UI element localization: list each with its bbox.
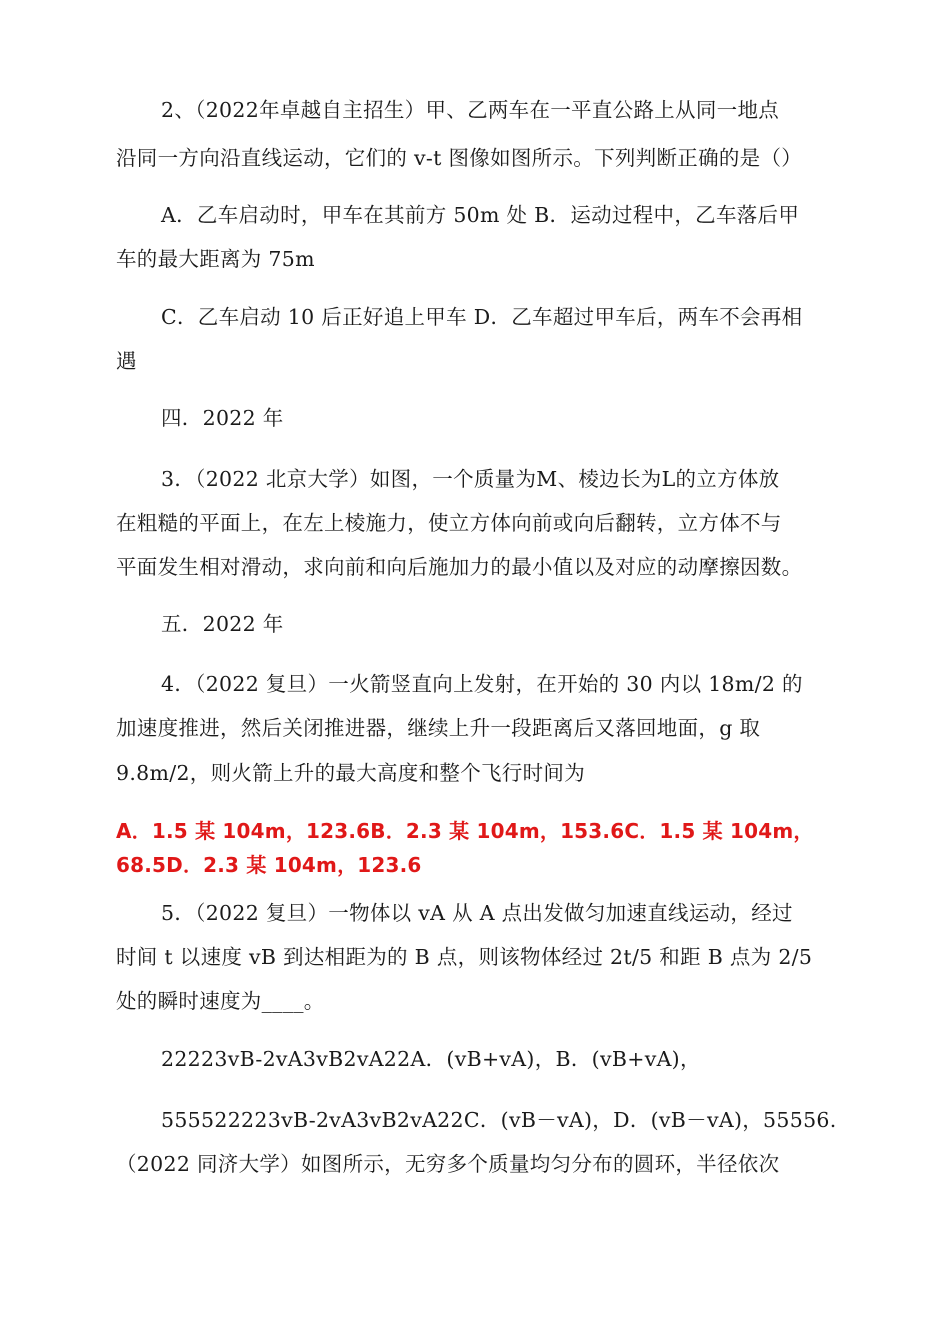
q2-line-1: 2、（2022年卓越自主招生）甲、乙两车在一平直公路上从同一地点 [161, 98, 780, 122]
q2-options-cd-line-2: 遇 [116, 349, 137, 373]
q5-line-3: 处的瞬时速度为____。 [116, 989, 325, 1013]
q2-options-ab-line-1: A．乙车启动时，甲车在其前方 50m 处 B．运动过程中，乙车落后甲 [161, 203, 800, 227]
q3-line-2: 在粗糙的平面上，在左上棱施力，使立方体向前或向后翻转，立方体不与 [116, 511, 782, 535]
q2-options-cd-line-1: C．乙车启动 10 后正好追上甲车 D．乙车超过甲车后，两车不会再相 [161, 305, 803, 329]
q2-line-2: 沿同一方向沿直线运动，它们的 v-t 图像如图所示。下列判断正确的是（） [116, 146, 803, 170]
q4-answer-line-2: 68.5D．2.3 某 104m，123.6 [116, 853, 422, 877]
q5-line-2: 时间 t 以速度 vB 到达相距为的 B 点，则该物体经过 2t/5 和距 B 点为 2/5 [116, 945, 813, 969]
q6-line-1: （2022 同济大学）如图所示，无穷多个质量均匀分布的圆环，半径依次 [116, 1152, 780, 1176]
q5-line-1: 5．（2022 复旦）一物体以 vA 从 A 点出发做匀加速直线运动，经过 [161, 901, 793, 925]
q4-line-2: 加速度推进，然后关闭推进器，继续上升一段距离后又落回地面，g 取 [116, 716, 761, 740]
q3-line-1: 3．（2022 北京大学）如图，一个质量为M、棱边长为L的立方体放 [161, 467, 780, 491]
q4-line-1: 4．（2022 复旦）一火箭竖直向上发射，在开始的 30 内以 18m/2 的 [161, 672, 803, 696]
q2-options-ab-line-2: 车的最大距离为 75m [116, 247, 315, 271]
q4-line-3: 9.8m/2，则火箭上升的最大高度和整个飞行时间为 [116, 761, 585, 785]
q3-line-3: 平面发生相对滑动，求向前和向后施加力的最小值以及对应的动摩擦因数。 [116, 555, 803, 579]
q4-answer-line-1: A．1.5 某 104m，123.6B．2.3 某 104m，153.6C．1.5 某 104m， [116, 819, 814, 843]
section-heading-5: 五．2022 年 [161, 612, 284, 636]
q5-options-line-2: 555522223vB-2vA3vB2vA22C．(vB－vA)，D．(vB－vA)，55556. [161, 1108, 837, 1132]
section-heading-4: 四．2022 年 [161, 406, 284, 430]
q5-options-line-1: 22223vB-2vA3vB2vA22A．(vB+vA)，B．(vB+vA)， [161, 1047, 701, 1071]
